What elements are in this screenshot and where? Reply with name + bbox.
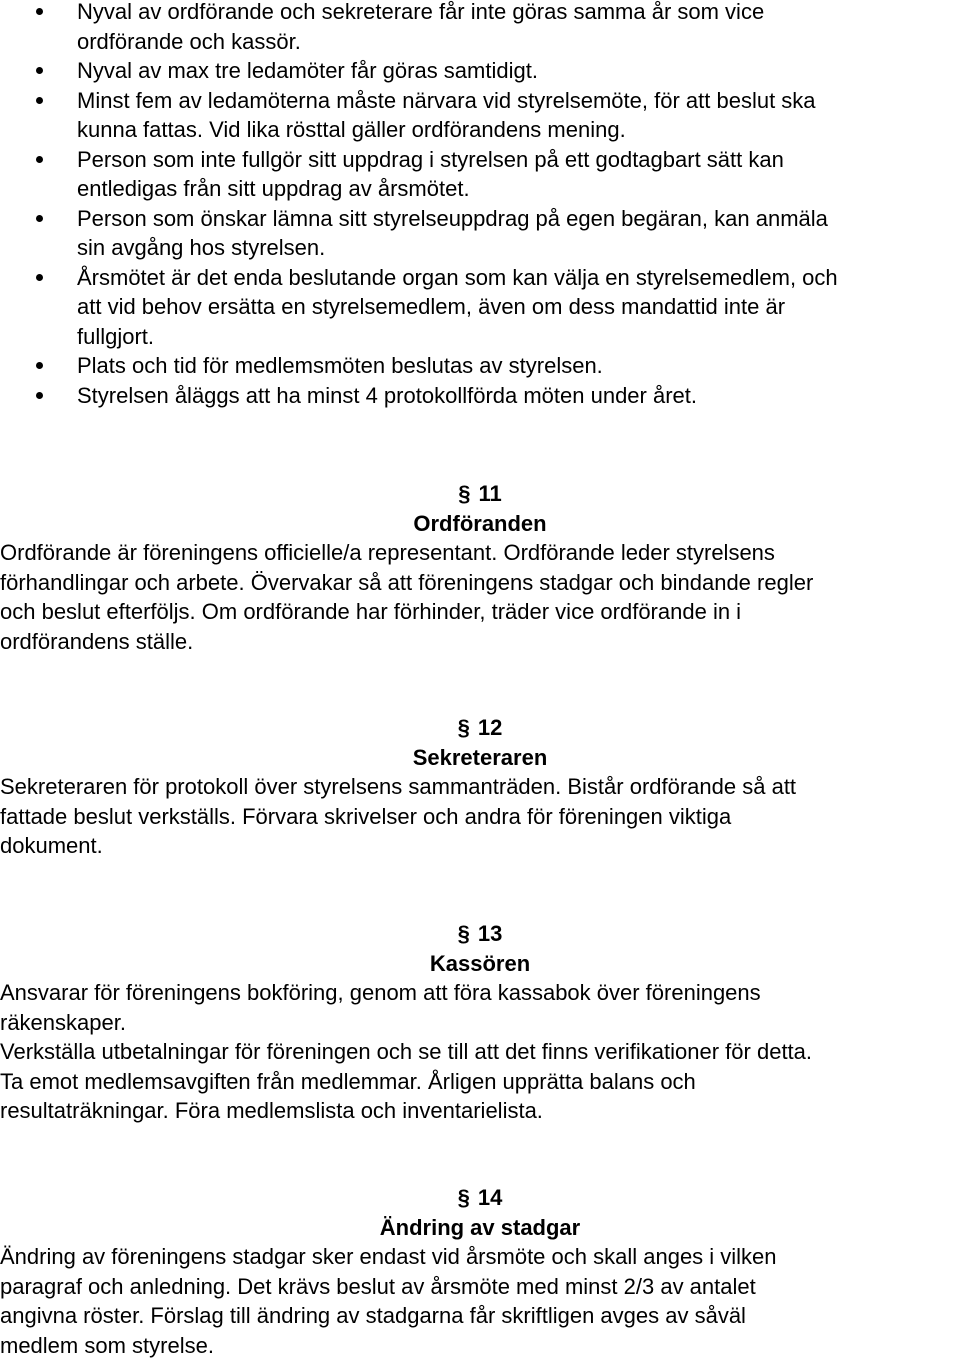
list-item-text: Minst fem av ledamöterna måste närvara vid styrelsemöte, för att beslut ska kunna fattas. Vid lika rösttal gäller ordförandens mening.: [77, 87, 816, 142]
list-item: [0, 0, 960, 56]
section-title: Ändring av stadgar: [379, 1214, 581, 1240]
bullet-icon: [36, 392, 43, 399]
section-13: [0, 919, 960, 1126]
section-number: [0, 919, 960, 949]
section-number: [0, 479, 960, 509]
bullet-icon: [36, 67, 43, 74]
paragraph-symbol: §: [457, 921, 470, 946]
section-title: Ordföranden: [413, 510, 547, 536]
list-item-text: Plats och tid för medlemsmöten beslutas av styrelsen.: [77, 353, 603, 378]
paragraph-symbol: §: [457, 1185, 470, 1210]
list-item-text: Nyval av ordförande och sekreterare får inte göras samma år som vice ordförande och kassör.: [77, 0, 765, 54]
list-item: [0, 56, 960, 86]
section-title: Kassören: [429, 950, 531, 976]
list-item-text: Person som önskar lämna sitt styrelseuppdrag på egen begäran, kan anmäla sin avgång hos styrelsen.: [77, 205, 828, 260]
bullet-icon: [36, 274, 43, 281]
paragraph-symbol: §: [458, 481, 471, 506]
board-rules-list: [0, 0, 960, 410]
list-item: [0, 381, 960, 411]
section-body: Ändring av föreningens stadgar sker endast vid årsmöte och skall anges i vilken paragraf och anledning. Det krävs beslut av årsmöte med minst 2/3 av antalet angivna röster. Förslag till ändring av stadgarna får skriftligen avges av såväl medlem som styrelse.: [0, 1244, 777, 1358]
list-item: [0, 351, 960, 381]
bullet-icon: [36, 8, 43, 15]
section-14: [0, 1183, 960, 1360]
bullet-icon: [36, 362, 43, 369]
section-body: Ordförande är föreningens officielle/a representant. Ordförande leder styrelsens förhandlingar och arbete. Övervakar så att föreningens stadgar och bindande regler och beslut efterföljs. Om ordförande har förhinder, träder vice ordförande in i ordförandens ställe.: [0, 540, 814, 654]
section-number: [0, 713, 960, 743]
section-number-value: 12: [477, 715, 503, 740]
bullet-icon: [36, 215, 43, 222]
list-item: [0, 86, 960, 145]
section-body: Ansvarar för föreningens bokföring, genom att föra kassabok över föreningens räkenskaper. Verkställa utbetalningar för föreningen och se till att det finns verifikationer för detta. Ta emot medlemsavgiften från medlemmar. Årligen upprätta balans och resultaträkningar. Föra medlemslista och inventarielista.: [0, 980, 813, 1123]
list-item-text: Person som inte fullgör sitt uppdrag i styrelsen på ett godtagbart sätt kan entledigas från sitt uppdrag av årsmötet.: [77, 146, 784, 201]
section-number-value: 11: [478, 481, 502, 506]
bullet-icon: [36, 97, 43, 104]
paragraph-symbol: §: [457, 715, 470, 740]
list-item-text: Nyval av max tre ledamöter får göras samtidigt.: [77, 58, 538, 83]
section-number-value: 14: [477, 1185, 503, 1210]
section-title: Sekreteraren: [412, 744, 548, 770]
list-item-text: Styrelsen åläggs att ha minst 4 protokollförda möten under året.: [77, 382, 698, 408]
section-12: [0, 713, 960, 861]
list-item-text: Årsmötet är det enda beslutande organ som kan välja en styrelsemedlem, och att vid behov ersätta en styrelsemedlem, även om dess mandattid inte är fullgjort.: [77, 264, 838, 349]
list-item: [0, 263, 960, 352]
section-number: [0, 1183, 960, 1213]
list-item: [0, 204, 960, 263]
section-number-value: 13: [477, 921, 503, 946]
list-item: [0, 145, 960, 204]
section-11: [0, 479, 960, 656]
bullet-icon: [36, 156, 43, 163]
section-body: Sekreteraren för protokoll över styrelsens sammanträden. Bistår ordförande så att fattade beslut verkställs. Förvara skrivelser och andra för föreningen viktiga dokument.: [0, 774, 797, 858]
